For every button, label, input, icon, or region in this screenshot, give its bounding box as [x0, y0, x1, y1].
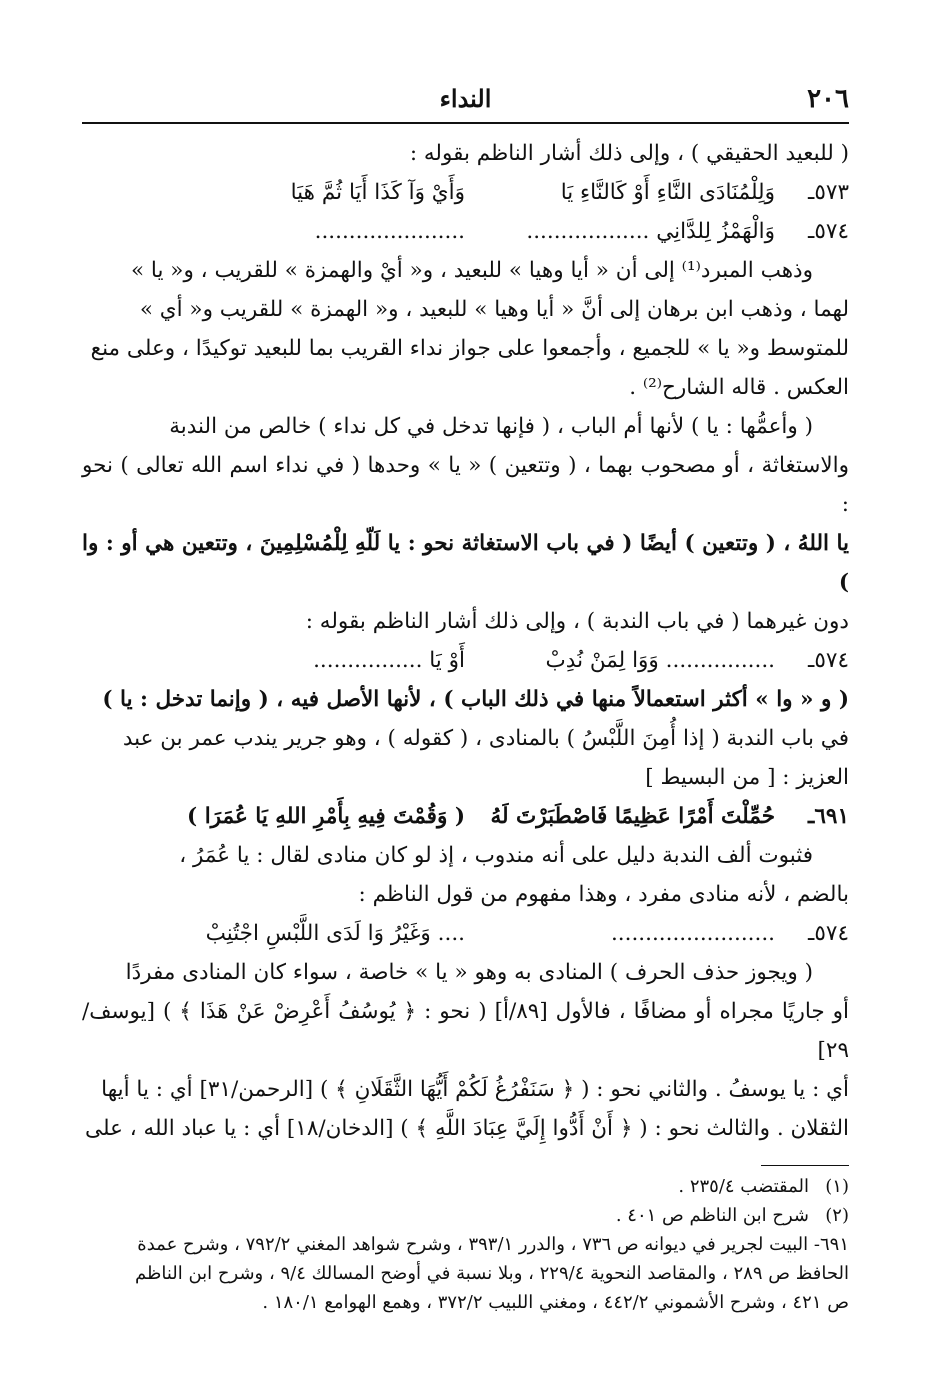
- text-line: دون غيرهما ( في باب الندبة ) ، وإلى ذلك أشار الناظم بقوله :: [305, 609, 849, 634]
- verse-line: [82, 641, 849, 680]
- text-line: فثبوت ألف الندبة دليل على أنه مندوب ، إذ لو كان منادى لقال : يا عُمَرُ ،: [179, 843, 813, 868]
- footnote-line: ٦٩١- البيت لجرير في ديوانه ص ٧٣٦ ، والدرر ٣٩٣/١ ، وشرح شواهد المغني ٧٩٢/٢ ، وشرح عمدة: [137, 1234, 849, 1255]
- verse-second-hemistich: .... وَغَيْرُ وَا لَدَى اللَّبْسِ اجْتُنِبْ: [205, 921, 465, 946]
- verse-second-hemistich: وَأَيْ وَآ كَذَا أَيَا ثُمَّ هَيَا: [290, 180, 465, 205]
- footnote-text: شرح ابن الناظم ص ٤٠١ .: [615, 1205, 809, 1226]
- verse-first-hemistich: وَلِلْمُنَادَى النَّاءِ أَوْ كَالنَّاءِ يَا: [560, 180, 775, 205]
- verse-first-hemistich: ................ وَوَا لِمَنْ نُدِبْ: [545, 648, 775, 673]
- footnote-line: ص ٤٢١ ، وشرح الأشموني ٤٤٢/٢ ، ومغني اللبيب ٣٧٢/٢ ، وهمع الهوامع ١٨٠/١ .: [262, 1292, 849, 1313]
- text-line: للمتوسط و« يا » للجميع ، وأجمعوا على جواز نداء القريب بما للبعيد توكيدًا ، وعلى منع: [90, 336, 849, 361]
- verse-number: ٦٩١ـ: [808, 804, 849, 829]
- text-line: ( للبعيد الحقيقي ) ، وإلى ذلك أشار الناظم بقوله :: [409, 141, 849, 166]
- text-line: بالضم ، لأنه منادى مفرد ، وهذا مفهوم من قول الناظم :: [358, 882, 849, 907]
- verse-line: [82, 797, 849, 836]
- verse-first-hemistich: حُمِّلْتَ أَمْرًا عَظِيمًا فَاصْطَبَرْتَ لَهُ: [490, 804, 775, 829]
- text-line: لهما ، وذهب ابن برهان إلى أنَّ « أيا وهيا » للبعيد ، و« الهمزة » للقريب و« أي »: [139, 297, 849, 322]
- main-text: [82, 134, 849, 1148]
- footnote-line: الحافظ ص ٢٨٩ ، والمقاصد النحوية ٢٢٩/٤ ، وبلا نسبة في أوضح المسالك ٩/٤ ، وشرح ابن الناظم: [135, 1263, 849, 1284]
- verse-first-hemistich: ........................: [610, 921, 775, 946]
- footnote: [82, 1201, 849, 1230]
- footnotes: [82, 1172, 849, 1317]
- footnote: [82, 1172, 849, 1201]
- text-line: في باب الندبة ( إذا أُمِنَ اللَّبْسُ ) بالمنادى ، ( كقوله ) ، وهو جرير يندب عمر بن عبد: [122, 726, 849, 751]
- verse-second-hemistich: أَوْ يَا ................: [313, 648, 465, 673]
- text-line: العكس . قاله الشارح⁽²⁾ .: [629, 375, 849, 400]
- verse-number: ٥٧٤ـ: [808, 648, 849, 673]
- verse-second-hemistich: ( وَقُمْتَ فِيهِ بِأَمْرِ اللهِ يَا عُمَرَا ): [187, 804, 465, 829]
- page-header: [82, 82, 849, 124]
- text-line: والاستغاثة ، أو مصحوب بهما ، ( وتتعين ) « يا » وحدها ( في نداء اسم الله تعالى ) نحو :: [82, 453, 849, 517]
- text-line: العزيز : [ من البسيط ]: [645, 765, 849, 790]
- footnote-number: (٢): [825, 1205, 849, 1226]
- text-line: وذهب المبرد⁽¹⁾ إلى أن « أيا وهيا » للبعيد ، و« أيْ والهمزة » للقريب ، و« يا »: [130, 258, 813, 283]
- footnote-number: (١): [825, 1176, 849, 1197]
- text-line: ( وأعمُّها : يا ) لأنها أم الباب ، ( فإنها تدخل في كل نداء ) خالص من الندبة: [169, 414, 813, 439]
- verse-number: ٥٧٤ـ: [808, 219, 849, 244]
- verse-second-hemistich: ......................: [314, 219, 465, 244]
- page-number: ٢٠٦: [807, 84, 849, 114]
- verse-number: ٥٧٤ـ: [808, 921, 849, 946]
- text-line: ( و « وا » أكثر استعمالاً منها في ذلك الباب ) ، لأنها الأصل فيه ، ( وإنما تدخل : يا ): [102, 687, 849, 712]
- text-line: أي : يا يوسفُ . والثاني نحو : ( ﴿ سَنَفْرُغُ لَكُمْ أَيُّهَا الثَّقَلَانِ ﴾ ) [الرحمن/٣١] أي : يا أيها: [101, 1077, 849, 1102]
- text-line: الثقلان . والثالث نحو : ( ﴿ أَنْ أَدُّوا إِلَيَّ عِبَادَ اللَّهِ ﴾ ) [الدخان/١٨] أي : يا عباد الله ، على: [85, 1116, 849, 1141]
- text-line: أو جاريًا مجراه أو مضافًا ، فالأول [٨٩/أ] ( نحو : ﴿ يُوسُفُ أَعْرِضْ عَنْ هَذَا ﴾ ) [يوسف/٢٩]: [82, 999, 849, 1063]
- verse-line: [82, 173, 849, 212]
- verse-first-hemistich: وَالْهَمْزُ لِلدَّانِي ..................: [526, 219, 775, 244]
- footnote-text: المقتضب ٢٣٥/٤ .: [678, 1176, 809, 1197]
- text-line: ( ويجوز حذف الحرف ) المنادى به وهو « يا » خاصة ، سواء كان المنادى مفردًا: [125, 960, 813, 985]
- text-line: يا اللهُ ، ( وتتعين ) أيضًا ( في باب الاستغاثة نحو : يا لَلّهِ لِلْمُسْلِمِينَ ، وتتعين هي أو : وا ): [82, 531, 849, 595]
- verse-line: [82, 212, 849, 251]
- footnote-divider: [761, 1165, 849, 1166]
- running-title: النداء: [439, 84, 492, 113]
- verse-line: [82, 914, 849, 953]
- verse-number: ٥٧٣ـ: [808, 180, 849, 205]
